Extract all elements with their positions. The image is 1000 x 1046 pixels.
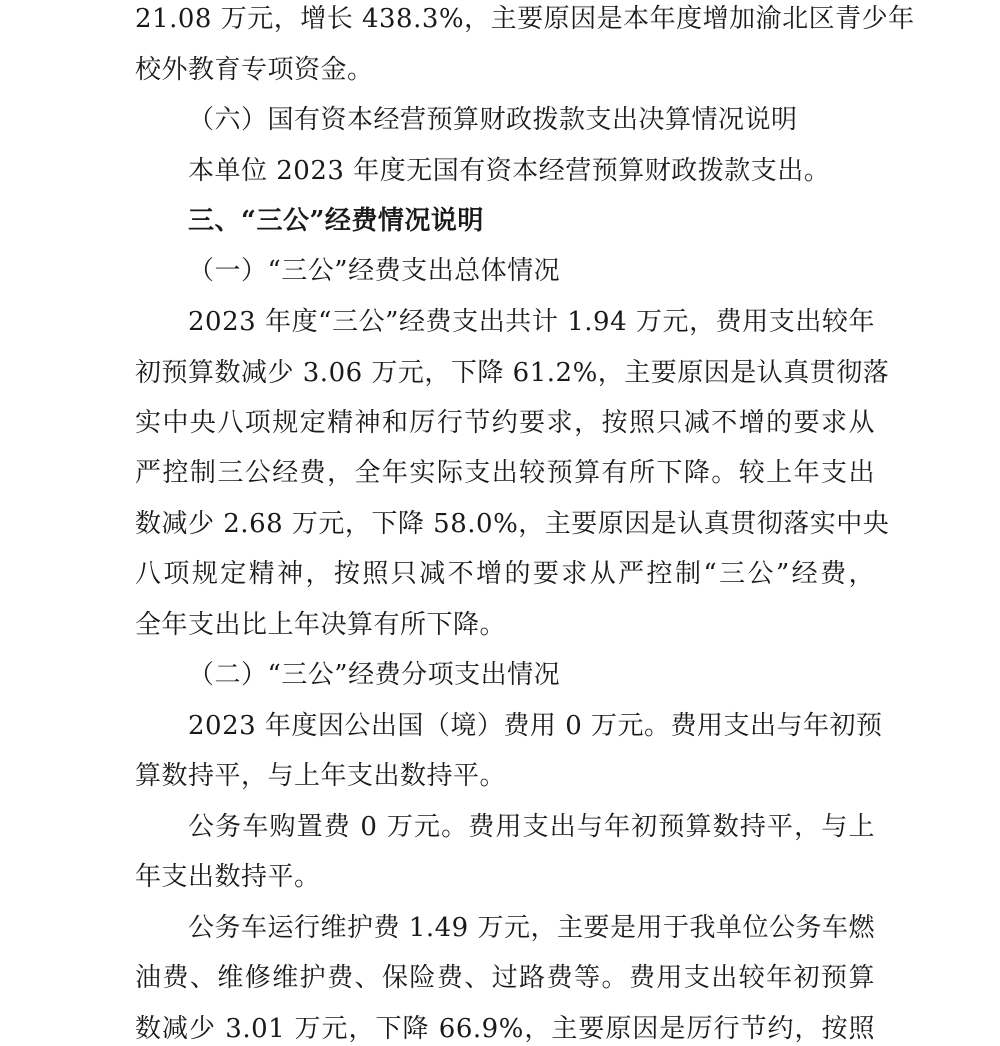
subsection-heading: （一）“三公”经费支出总体情况 [188, 256, 561, 286]
paragraph-line: 算数持平，与上年支出数持平。 [135, 761, 507, 791]
section-heading: （六）国有资本经营预算财政拨款支出决算情况说明 [188, 105, 798, 135]
section-heading: 三、“三公”经费情况说明 [188, 206, 484, 236]
paragraph-line: 初预算数减少 3.06 万元，下降 61.2%，主要原因是认真贯彻落 [135, 358, 890, 388]
paragraph-line: 油费、维修维护费、保险费、过路费等。费用支出较年初预算 [135, 963, 875, 993]
subsection-heading: （二）“三公”经费分项支出情况 [188, 660, 561, 690]
paragraph-line: 严控制三公经费，全年实际支出较预算有所下降。较上年支出 [135, 458, 875, 488]
paragraph-line: 21.08 万元，增长 438.3%，主要原因是本年度增加渝北区青少年 [135, 4, 915, 34]
paragraph-line: 数减少 2.68 万元，下降 58.0%，主要原因是认真贯彻落实中央 [135, 509, 890, 539]
paragraph-line: 2023 年度因公出国（境）费用 0 万元。费用支出与年初预 [188, 711, 883, 741]
paragraph-line: 本单位 2023 年度无国有资本经营预算财政拨款支出。 [188, 156, 831, 186]
paragraph-line: 校外教育专项资金。 [135, 55, 374, 85]
paragraph-line: 年支出数持平。 [135, 862, 321, 892]
paragraph-line: 2023 年度“三公”经费支出共计 1.94 万元，费用支出较年 [188, 307, 875, 337]
paragraph-line: 公务车购置费 0 万元。费用支出与年初预算数持平，与上 [188, 812, 875, 842]
paragraph-line: 实中央八项规定精神和厉行节约要求，按照只减不增的要求从 [135, 408, 875, 438]
paragraph-line: 全年支出比上年决算有所下降。 [135, 610, 507, 640]
paragraph-line: 八项规定精神，按照只减不增的要求从严控制“三公”经费， [135, 559, 875, 589]
paragraph-line: 公务车运行维护费 1.49 万元，主要是用于我单位公务车燃 [188, 913, 875, 943]
paragraph-line: 数减少 3.01 万元，下降 66.9%，主要原因是厉行节约，按照 [135, 1014, 875, 1044]
